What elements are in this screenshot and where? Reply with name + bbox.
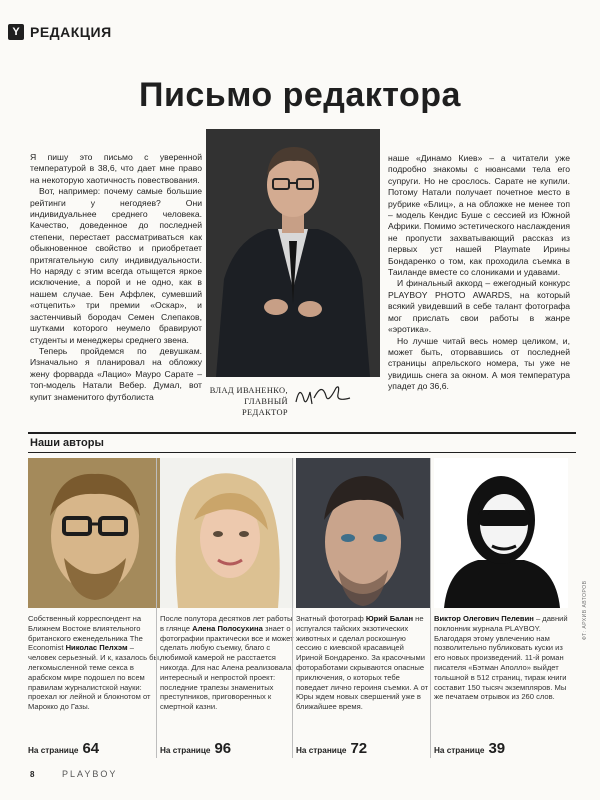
editor-signature-caption [196,385,288,418]
author-card [434,458,568,757]
letter-paragraph: Но лучше читай весь номер целиком, и, может быть, оторвавшись от последней страницы апрельского номера, ты уже не увидишь снега за окном. А моя температура упадет до 36,6. [388,335,570,392]
column-divider [292,458,293,758]
author-photo [28,458,162,608]
author-bio: Знатный фотограф Юрий Балан не испугался тайских экзотических животных и сделал роскошную сессию с киевской красавицей Ириной Бондаренко. За красочными фотоработами скрываются опасные приключения, о которых тебе поведает лично героиня съемки. А от Юры ждем новых свершений уже в ближайшее время. [296,614,429,712]
author-page-reference: На странице 64 [28,740,100,757]
editor-role: ГЛАВНЫЙ РЕДАКТОР [241,397,288,417]
column-divider [156,458,157,758]
author-name: Юрий Балан [365,614,414,623]
author-name: Алена Полосухина [192,623,263,633]
author-photo [434,458,568,608]
page-number: 96 [214,740,232,757]
editor-portrait [206,129,380,377]
footer-brand: PLAYBOY [62,769,118,779]
author-card [28,458,162,757]
letter-paragraph: Вот, например: почему самые большие рейтинги у негодяев? Они индивидуальнее среднего человека. Качество, доведенное до последней степени, перестает рассматриваться как обыкновенное свойство и приобретает притягательную силу индивидуальности. Но наряду с этим всегда отыщется яркое исключение, а порой и не одно, как в нашем случае. Бен Аффлек, сумевший «отцепить» три премии «Оскар», и застенчивый бородач Семен Слепаков, шутками которого неумело бравируют студенты и менеджеры среднего звена. [30,186,202,345]
author-photo [160,458,294,608]
letter-column-right [388,153,570,393]
letter-paragraph: Теперь пройдемся по девушкам. Изначально я планировал на обложку жену форварда «Лацио» Мауро Сарате – топ-модель Натали Вебер. Думал, вот купит знаменитого футболиста [30,345,202,402]
page-number: 72 [350,740,368,757]
letter-column-left [30,152,202,403]
author-bio: После полутора десятков лет работы в глянце Алена Полосухина знает о фотографии практически все и может сделать любую съемку, благо с любимой камерой не расстается никогда. Для нас Алена реализовала интересный и непростой проект: последние трапезы знаменитых преступников, приговоренных к смертной казни. [160,614,294,712]
letter-paragraph: наше «Динамо Киев» – а читатели уже подробно знакомы с нюансами тела его супруги. Но не срослось. Сарате не купили. Потому Натали получает почетное место в рубрике «Блиц», а на обложке не менее топ – модель Кендис Буше с сессией из Южной Африки. Помимо эстетического наслаждения не пропусти захватывающий рассказ из первых уст нашей Playmate Ирины Бондаренко о том, как проходила съемка в Таиланде вместе со слониками и удавами. [388,153,570,278]
author-bio: Виктор Олегович Пелевин – давний поклонник журнала PLAYBOY. Благодаря этому увлечению нам позволительно публиковать куски из его новых произведений. 11-й роман писателя «Бэтман Аполло» выйдет тольшной в 512 страниц, тираж книги составит 150 тысяч экземпляров. Мы же печатаем отрывок из 260 слов. [434,614,568,702]
page-number: 39 [488,740,506,757]
author-name: Николас Пелхэм [65,643,128,653]
section-tag [8,24,112,40]
page-number-footer: 8 [30,770,35,779]
authors-heading: Наши авторы [28,432,576,453]
editor-name: ВЛАД ИВАНЕНКО, [209,386,288,395]
column-divider [430,458,431,758]
playboy-logo-icon: Y [8,24,24,40]
page-number: 64 [82,740,100,757]
author-page-reference: На странице 39 [434,740,506,757]
photo-credit: ФТ: АРХИВ АВТОРОВ [582,580,588,640]
letter-paragraph: Я пишу это письмо с уверенной температурой в 38,6, что дает мне право на некоторую хаотичность повествования. [30,152,202,185]
letter-paragraph: И финальный аккорд – ежегодный конкурс PLAYBOY PHOTO AWARDS, на который всякий увидевший в себе талант фотографа мог прислать свои работы в жанре «эротика». [388,278,570,335]
author-name: Виктор Олегович Пелевин [434,614,534,623]
author-bio: Собственный корреспондент на Ближнем Востоке влиятельного британского еженедельника The Economist Николас Пелхэм – человек серьезный. И к, казалось бы, легкомысленной теме секса в арабском мире подошел по всем правилам журналистской науки: проехал юг лейной и блокнотом от Марокко до Газы. [28,614,162,712]
author-page-reference: На странице 72 [296,740,368,757]
page-title: Письмо редактора [139,76,461,114]
handwritten-signature [292,380,354,410]
author-card [160,458,294,757]
section-name: РЕДАКЦИЯ [30,24,112,40]
author-card [296,458,430,757]
author-photo [296,458,430,608]
author-page-reference: На странице 96 [160,740,232,757]
